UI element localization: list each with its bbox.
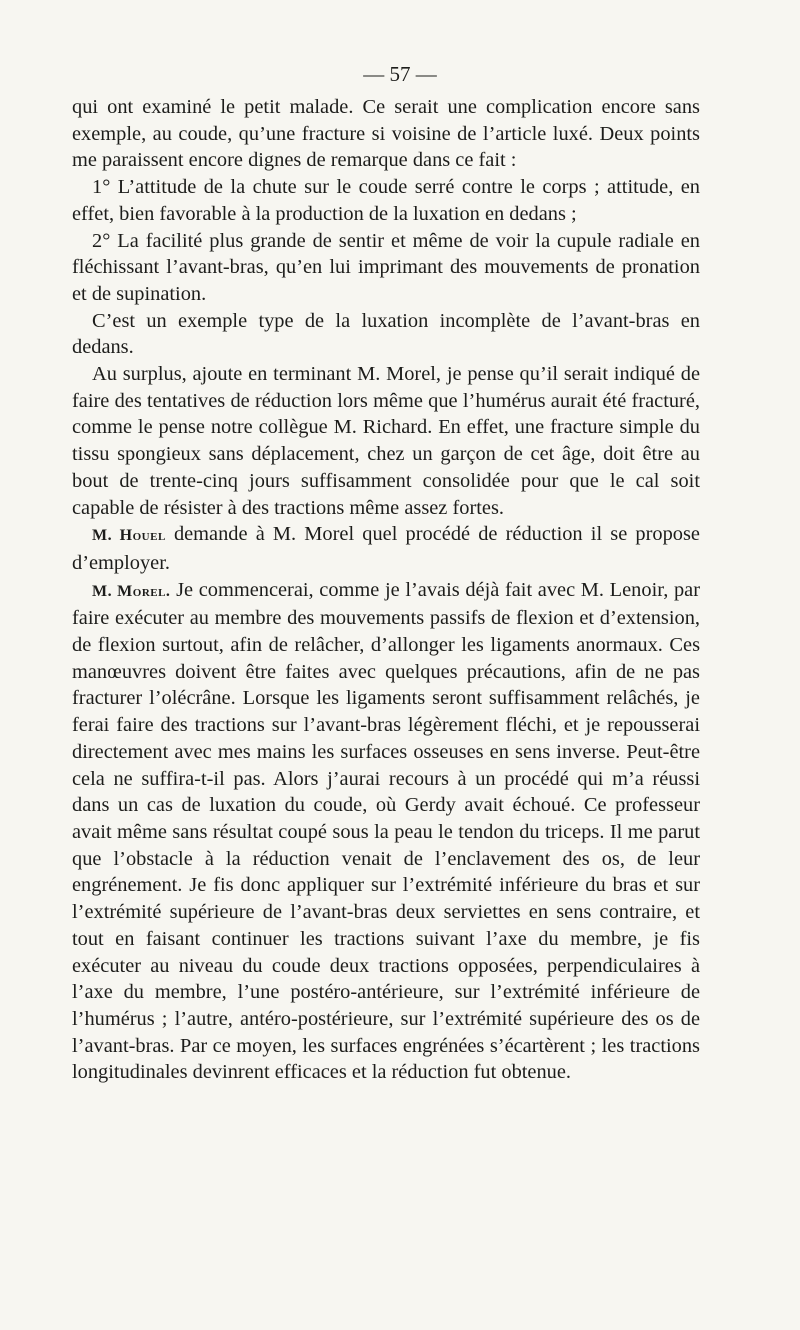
page-number: — 57 — bbox=[363, 62, 437, 86]
paragraph: qui ont examiné le petit malade. Ce serait une complication encore sans exemple, au coude, qu’une fracture si voisine de l’article luxé. Deux points me paraissent encore dignes de remarque dans ce fait : bbox=[72, 96, 700, 172]
paragraph: Au surplus, ajoute en terminant M. Morel, je pense qu’il serait indiqué de faire des tentatives de réduction lors même que l’humérus aurait été fracturé, comme le pense notre collègue M. Richard. En effet, une fracture simple du tissu spongieux sans déplacement, chez un garçon de cet âge, doit être au bout de trente-cinq jours suffisamment consolidée pour que le cal soit capable de résister à des tractions même assez fortes. bbox=[72, 363, 700, 519]
paragraph-text: Je commencerai, comme je l’avais déjà fait avec M. Lenoir, par faire exécuter au membre des mouvements passifs de flexion et d’extension, de flexion surtout, afin de relâcher, d’allonger les ligaments anormaux. Ces manœuvres doivent être faites avec quelques précautions, afin de ne pas fracturer l’olécrâne. Lorsque les ligaments seront suffisamment relâchés, je ferai faire des tractions sur l’avant-bras légèrement fléchi, et je repousserai directement avec mes mains les surfaces osseuses en sens inverse. Peut-être cela ne suffira-t-il pas. Alors j’aurai recours à un procédé qui m’a réussi dans un cas de luxation du coude, où Gerdy avait échoué. Ce professeur avait même sans résultat coupé sous la peau le tendon du triceps. Il me parut que l’obstacle à la réduction venait de l’enclavement des os, de leur engrénement. Je fis donc appliquer sur l’extrémité inférieure du bras et sur l’extrémité supérieure de l’avant-bras deux serviettes en sens contraire, et tout en faisant continuer les tractions suivant l’axe du membre, je fis exécuter au niveau du coude deux tractions opposées, perpendiculaires à l’axe du membre, l’une postéro-antérieure, sur l’extrémité inférieure de l’humérus ; l’autre, antéro-postérieure, sur l’extrémité supérieure des os de l’avant-bras. Par ce moyen, les surfaces engrénées s’écartèrent ; les tractions longitudinales devinrent efficaces et la réduction fut obtenue. bbox=[72, 578, 700, 1084]
paragraph: C’est un exemple type de la luxation incomplète de l’avant-bras en dedans. bbox=[72, 309, 700, 359]
paragraph: 2° La facilité plus grande de sentir et même de voir la cupule radiale en fléchissant l’avant-bras, qu’en lui imprimant des mouvements de pronation et de supination. bbox=[72, 229, 700, 305]
paragraph-text: demande à M. Morel quel procédé de réduction il se propose d’employer. bbox=[72, 523, 700, 574]
paragraph bbox=[72, 521, 700, 576]
speaker-name: M. Morel. bbox=[92, 582, 171, 600]
speaker-name: M. Houel bbox=[92, 527, 166, 545]
body-text bbox=[72, 94, 700, 1086]
paragraph bbox=[72, 577, 700, 1086]
paragraph: 1° L’attitude de la chute sur le coude serré contre le corps ; attitude, en effet, bien favorable à la production de la luxation en dedans ; bbox=[72, 176, 700, 225]
